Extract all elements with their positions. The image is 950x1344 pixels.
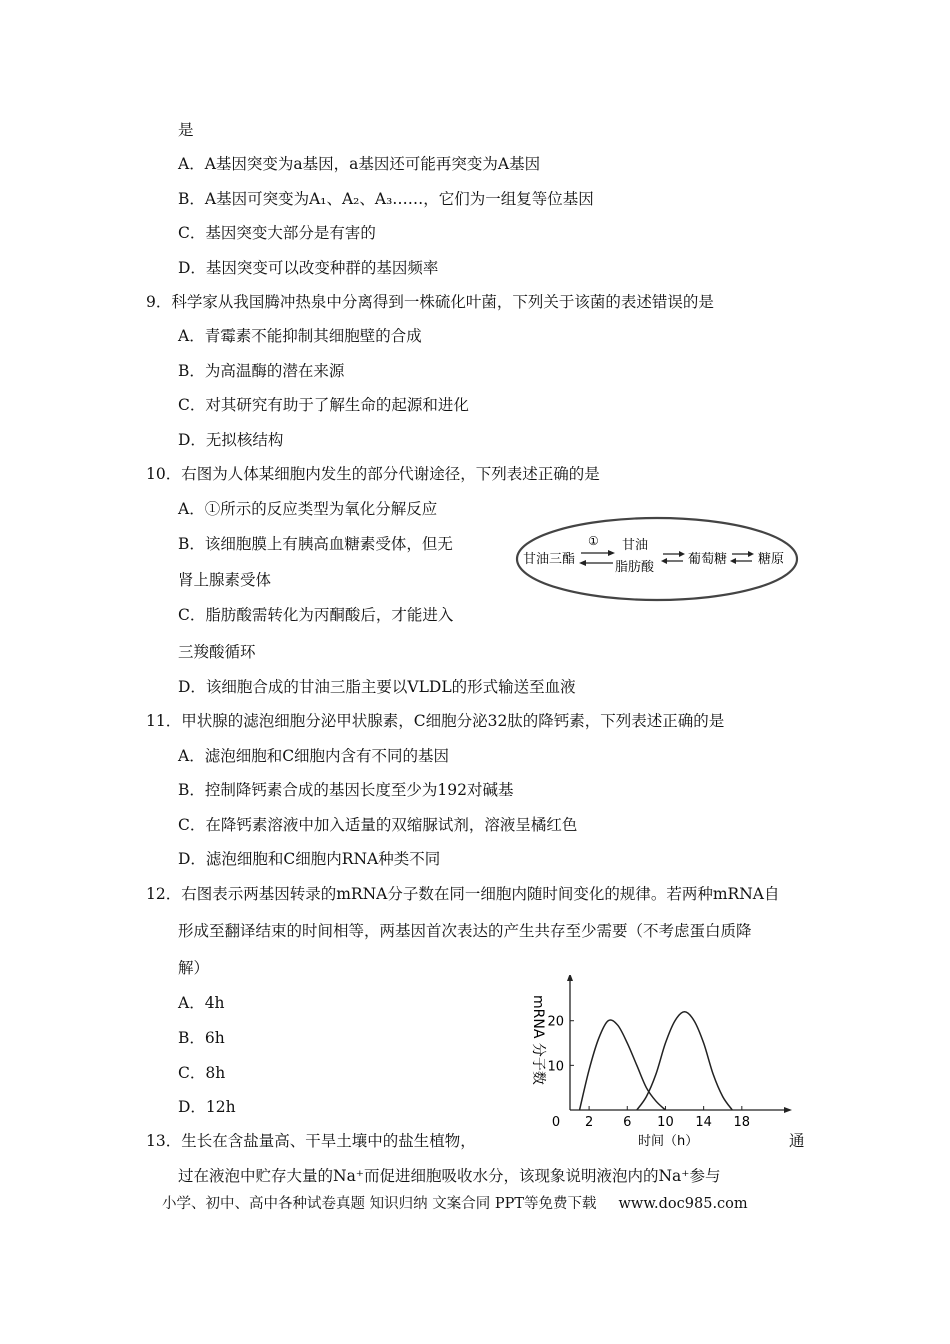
q9-option-a: A．青霉素不能抑制其细胞壁的合成 xyxy=(178,327,422,345)
q11-option-c: C．在降钙素溶液中加入适量的双缩脲试剂，溶液呈橘红色 xyxy=(178,816,578,834)
q11-option-b: B．控制降钙素合成的基因长度至少为192对碱基 xyxy=(178,781,514,799)
footer-text: 小学、初中、高中各种试卷真题 知识归纳 文案合同 PPT等免费下载 xyxy=(162,1196,597,1212)
q9-option-d: D．无拟核结构 xyxy=(178,431,284,449)
question-12-stem-line3: 解） xyxy=(178,959,210,977)
question-12-stem-line2: 形成至翻译结束的时间相等，两基因首次表达的产生共存至少需要（不考虑蛋白质降 xyxy=(178,922,752,940)
x-tick-label: 10 xyxy=(657,1115,674,1130)
q12-option-d: D．12h xyxy=(178,1098,236,1116)
question-8-stem-end: 是 xyxy=(178,121,194,139)
node-glucose: 葡萄糖 xyxy=(688,552,728,567)
y-axis-label xyxy=(530,995,547,1085)
q10-option-c: C．脂肪酸需转化为丙酮酸后，才能进入 xyxy=(178,606,454,624)
series-line-1 xyxy=(580,1020,666,1110)
node-glycogen: 糖原 xyxy=(758,552,785,567)
question-9-stem: 9．科学家从我国腾冲热泉中分离得到一株硫化叶菌，下列关于该菌的表述错误的是 xyxy=(146,293,714,311)
footer-url[interactable]: www.doc985.com xyxy=(618,1196,748,1212)
q10-option-a: A．①所示的反应类型为氧化分解反应 xyxy=(178,500,438,518)
q8-option-b: B．A基因可突变为A₁、A₂、A₃……，它们为一组复等位基因 xyxy=(178,190,594,208)
chart-axes xyxy=(567,975,792,1113)
metabolic-pathway-diagram xyxy=(515,515,800,605)
footer xyxy=(162,1192,748,1213)
q12-option-b: B．6h xyxy=(178,1029,225,1047)
question-13-stem-end: 通 xyxy=(789,1132,805,1150)
y-axis-label-text: mRNA 分子数 xyxy=(530,995,546,1085)
chart-series xyxy=(580,1012,733,1110)
node-fatty-acid: 脂肪酸 xyxy=(615,560,655,575)
q11-option-d: D．滤泡细胞和C细胞内RNA种类不同 xyxy=(178,850,441,868)
q8-option-a: A．A基因突变为a基因，a基因还可能再突变为A基因 xyxy=(178,155,541,173)
q12-option-c: C．8h xyxy=(178,1064,226,1082)
mrna-time-chart xyxy=(520,975,795,1150)
node-triglyceride: 甘油三酯 xyxy=(523,552,576,567)
question-13-stem-line2: 过在液泡中贮存大量的Na⁺而促进细胞吸收水分，该现象说明液泡内的Na⁺参与 xyxy=(178,1167,721,1185)
q8-option-c: C．基因突变大部分是有害的 xyxy=(178,224,376,242)
q10-option-d: D．该细胞合成的甘油三脂主要以VLDL的形式输送至血液 xyxy=(178,678,576,696)
question-12-stem: 12．右图表示两基因转录的mRNA分子数在同一细胞内随时间变化的规律。若两种mRNA自 xyxy=(146,885,780,903)
question-11-stem: 11．甲状腺的滤泡细胞分泌甲状腺素，C细胞分泌32肽的降钙素，下列表述正确的是 xyxy=(146,712,725,730)
y-axis-arrowhead xyxy=(567,975,573,981)
q9-option-c: C．对其研究有助于了解生命的起源和进化 xyxy=(178,396,469,414)
q10-option-b-cont: 肾上腺素受体 xyxy=(178,571,272,589)
x-tick-label: 0 xyxy=(551,1115,561,1130)
q10-option-c-cont: 三羧酸循环 xyxy=(178,643,256,661)
question-13-stem: 13．生长在含盐量高、干旱土壤中的盐生植物， xyxy=(146,1132,476,1150)
x-tick-label: 18 xyxy=(733,1115,751,1130)
node-glycerol: 甘油 xyxy=(622,538,649,553)
x-tick-label: 14 xyxy=(695,1115,712,1130)
x-tick-label: 6 xyxy=(623,1115,632,1130)
q10-option-b: B．该细胞膜上有胰高血糖素受体，但无 xyxy=(178,535,453,553)
chart-ticks xyxy=(547,1015,750,1130)
y-tick-label: 10 xyxy=(547,1059,564,1075)
x-tick-label: 2 xyxy=(584,1115,594,1130)
q12-option-a: A．4h xyxy=(178,994,225,1012)
y-tick-label: 20 xyxy=(547,1014,564,1030)
q9-option-b: B．为高温酶的潜在来源 xyxy=(178,362,345,380)
x-axis-arrowhead xyxy=(784,1107,792,1113)
q8-option-d: D．基因突变可以改变种群的基因频率 xyxy=(178,259,439,277)
q11-option-a: A．滤泡细胞和C细胞内含有不同的基因 xyxy=(178,747,450,765)
x-axis-label: 时间（h） xyxy=(638,1134,699,1149)
reaction-number-1: ① xyxy=(588,534,599,548)
question-10-stem: 10．右图为人体某细胞内发生的部分代谢途径，下列表述正确的是 xyxy=(146,465,600,483)
